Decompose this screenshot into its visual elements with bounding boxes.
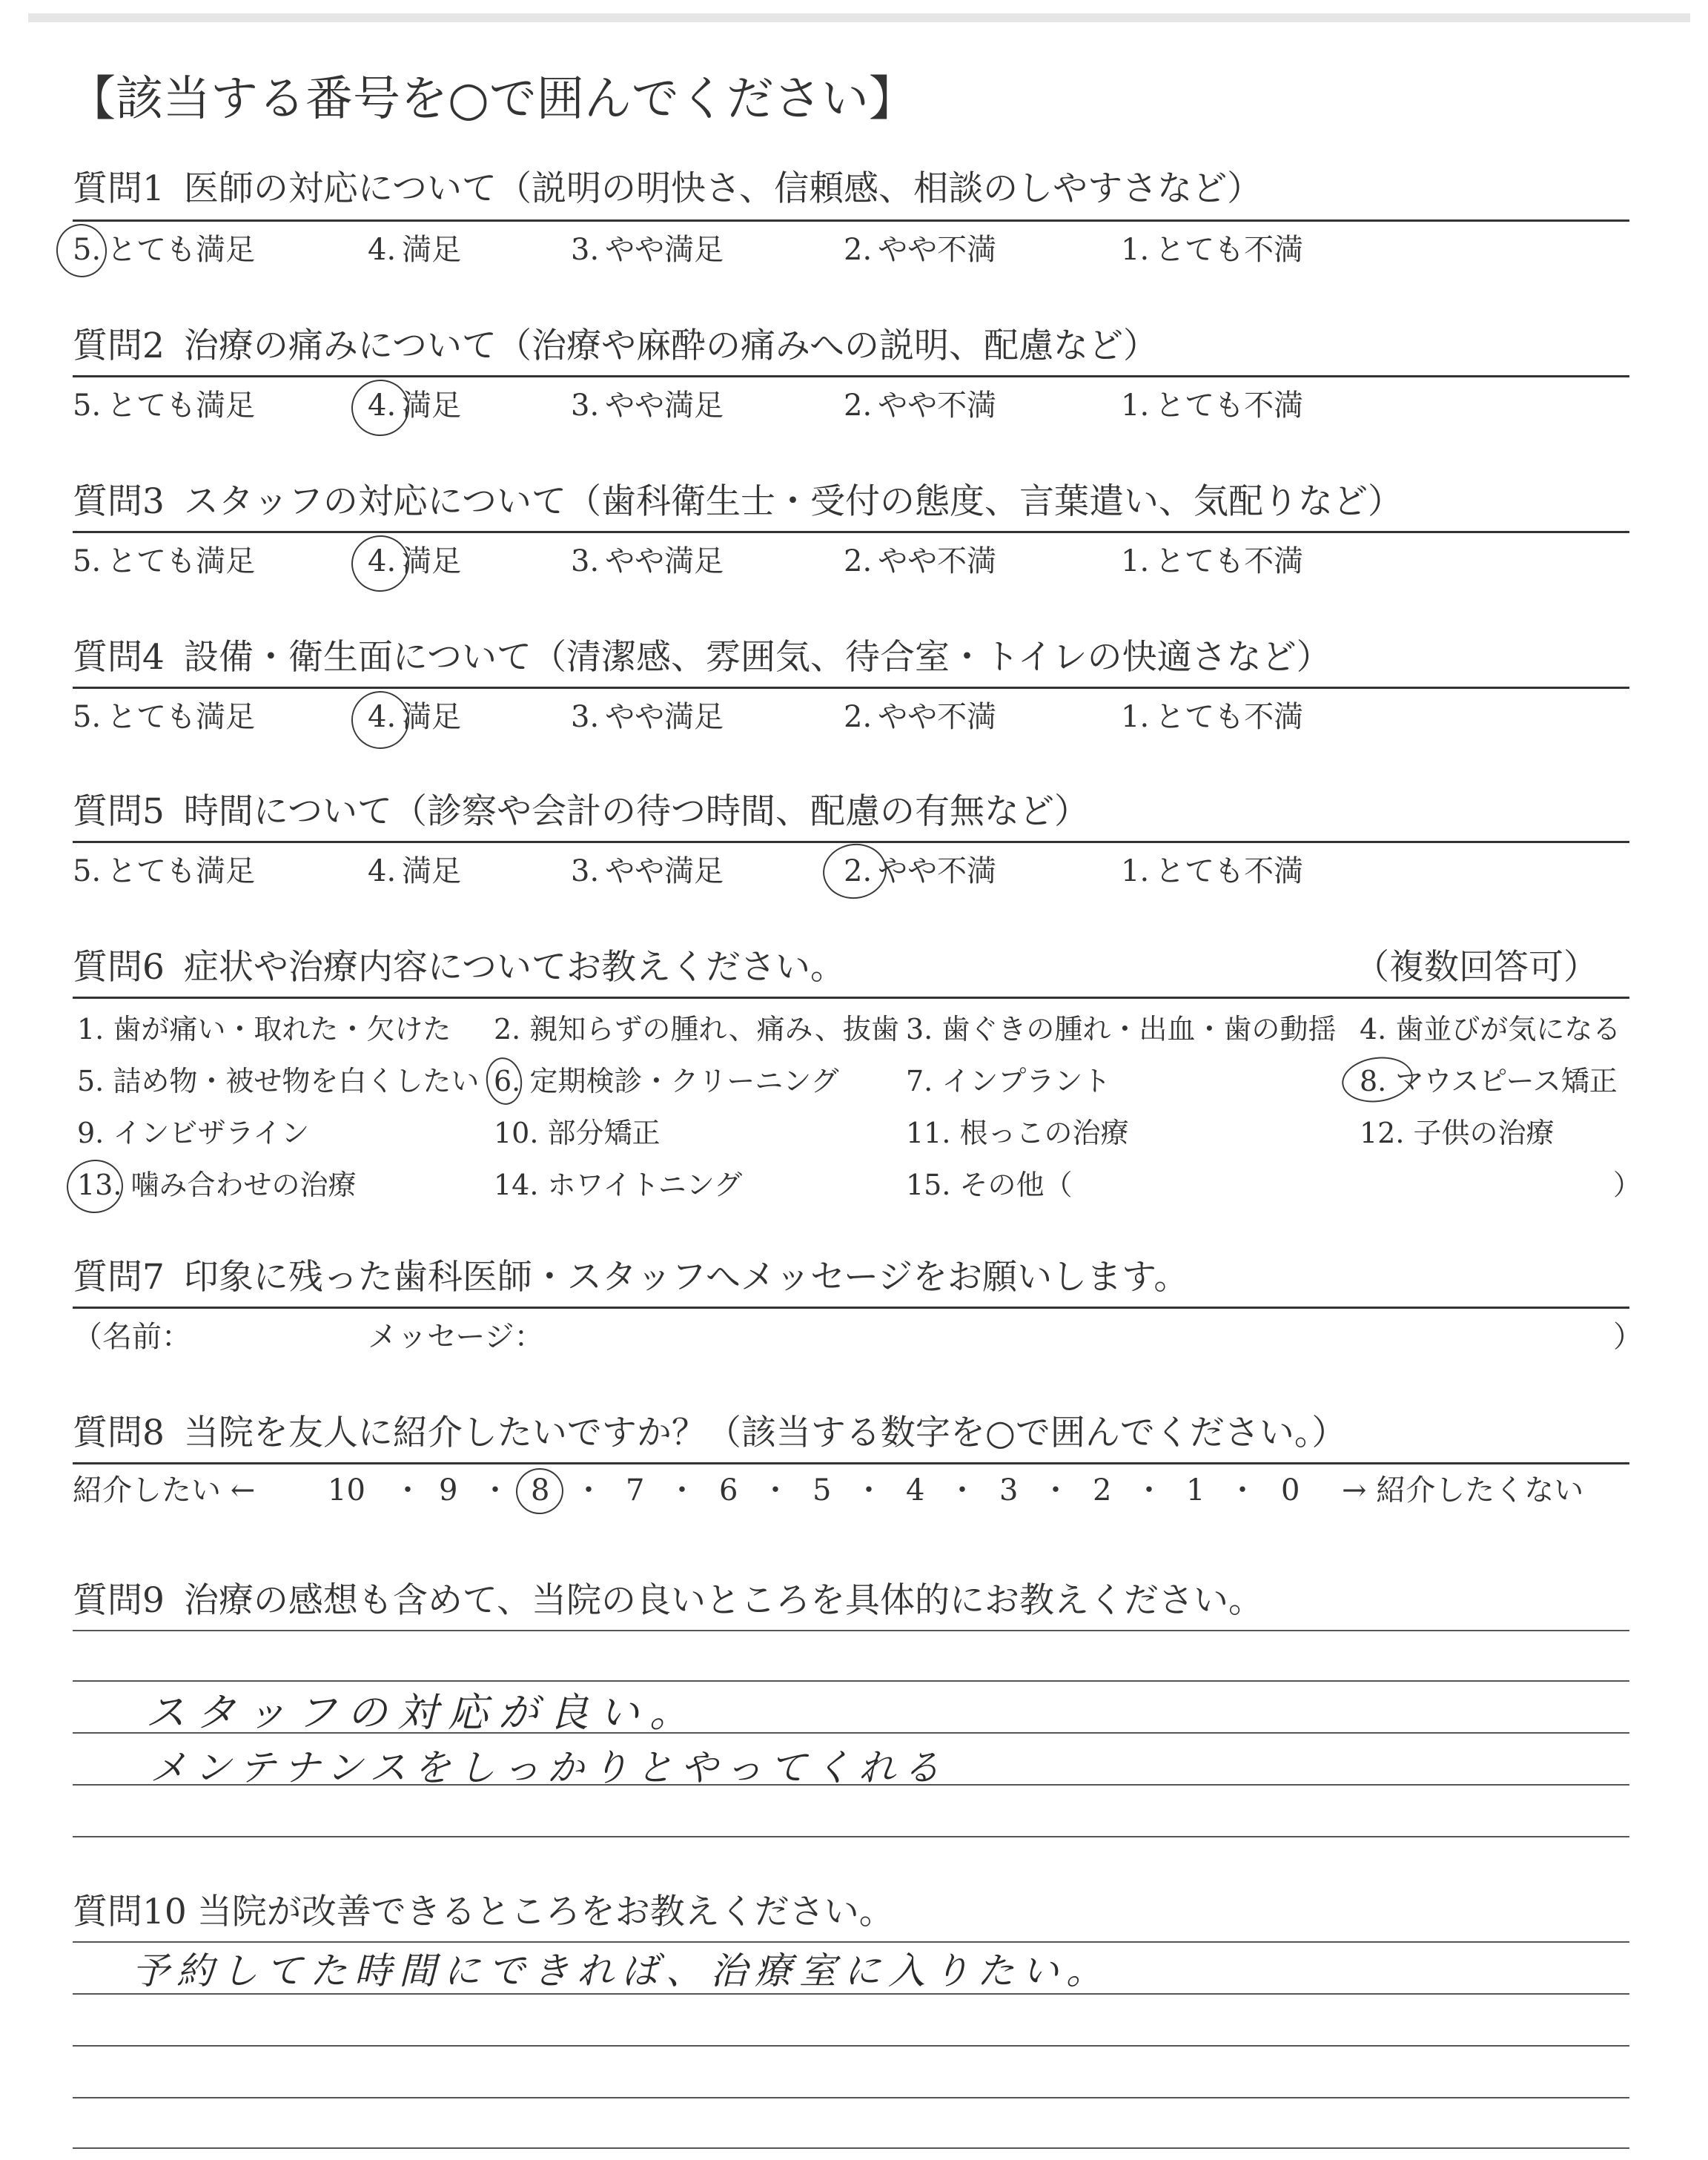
q8-selection-circle [513, 1465, 566, 1517]
q9-writing-line-2 [73, 1680, 1629, 1682]
q7-close-paren: ） [1613, 1320, 1643, 1354]
q1-option-1[interactable]: 1. とても不満 [1121, 233, 1304, 267]
q8-right-label: → 紹介したくない [1342, 1473, 1584, 1507]
question-2-text: 治療の痛みについて（治療や麻酔の痛みへの説明、配慮など） [183, 326, 1159, 366]
q6-item-4[interactable]: 4. 歯並びが気になる [1360, 1013, 1621, 1046]
question-6-rule [73, 997, 1629, 999]
q8-scale-3[interactable]: 3 [999, 1473, 1019, 1507]
question-9 [73, 1579, 1629, 1622]
question-5-text: 時間について（診察や会計の待つ時間、配慮の有無など） [183, 791, 1089, 832]
q5-option-1[interactable]: 1. とても不満 [1121, 854, 1304, 888]
q8-sep-10: ・ [1228, 1473, 1257, 1507]
q5-option-3[interactable]: 3. やや満足 [571, 854, 724, 888]
q1-option-2[interactable]: 2. やや不満 [844, 233, 997, 267]
question-9-text: 治療の感想も含めて、当院の良いところを具体的にお教えください。 [183, 1580, 1263, 1621]
question-4-number: 質問4 [73, 637, 165, 678]
q1-option-5[interactable]: 5. とても満足 [73, 233, 256, 267]
q3-option-4[interactable]: 4. 満足 [368, 544, 462, 578]
q2-option-4[interactable]: 4. 満足 [368, 389, 462, 423]
q8-sep-8: ・ [1041, 1473, 1070, 1507]
q4-option-4[interactable]: 4. 満足 [368, 700, 462, 734]
question-1-text: 医師の対応について（説明の明快さ、信頼感、相談のしやすさなど） [183, 168, 1262, 209]
q6-item-1[interactable]: 1. 歯が痛い・取れた・欠けた [77, 1013, 451, 1046]
question-1 [73, 168, 1629, 211]
question-8-number: 質問8 [73, 1413, 165, 1453]
question-4 [73, 636, 1629, 679]
question-2-number: 質問2 [73, 326, 165, 366]
q5-selection-circle [819, 839, 890, 902]
q8-scale-9[interactable]: 9 [439, 1473, 458, 1507]
question-6-number: 質問6 [73, 947, 165, 988]
q10-writing-line-1 [73, 1941, 1629, 1943]
question-9-number: 質問9 [73, 1580, 165, 1621]
q3-option-1[interactable]: 1. とても不満 [1121, 544, 1304, 578]
q6-item-2[interactable]: 2. 親知らずの腫れ、痛み、抜歯 [494, 1013, 899, 1046]
q8-sep-7: ・ [947, 1473, 977, 1507]
q10-writing-line-4 [73, 2097, 1629, 2098]
question-4-text: 設備・衛生面について（清潔感、雰囲気、待合室・トイレの快適さなど） [183, 637, 1331, 678]
q3-selection-circle [348, 532, 413, 595]
q8-scale-7[interactable]: 7 [626, 1473, 645, 1507]
q2-option-1[interactable]: 1. とても不満 [1121, 389, 1304, 423]
q8-scale-4[interactable]: 4 [906, 1473, 925, 1507]
q8-scale-5[interactable]: 5 [812, 1473, 832, 1507]
question-5 [73, 790, 1629, 833]
question-8-text: 当院を友人に紹介したいですか？（該当する数字を○で囲んでください。） [183, 1413, 1347, 1453]
question-1-number: 質問1 [73, 168, 165, 209]
q6-item-10[interactable]: 10. 部分矯正 [494, 1117, 661, 1149]
q10-handwritten-answer-line-1: 予約してた時間にできれば、治療室に入りたい。 [132, 1949, 1110, 1992]
question-3-rule [73, 531, 1629, 533]
q6-item-15-close-paren: ） [1613, 1169, 1642, 1201]
q5-option-4[interactable]: 4. 満足 [368, 854, 462, 888]
q2-selection-circle [348, 376, 413, 440]
q2-option-2[interactable]: 2. やや不満 [844, 389, 997, 423]
q6-item-15[interactable]: 15. その他（ [906, 1169, 1073, 1201]
question-5-number: 質問5 [73, 791, 165, 832]
question-7-text: 印象に残った歯科医師・スタッフへメッセージをお願いします。 [183, 1257, 1189, 1298]
question-8 [73, 1412, 1629, 1455]
q8-scale-8[interactable]: 8 [531, 1473, 550, 1507]
q6-item-12[interactable]: 12. 子供の治療 [1360, 1117, 1555, 1149]
q10-writing-line-3 [73, 2045, 1629, 2047]
question-2-rule [73, 375, 1629, 377]
q10-writing-line-5 [73, 2147, 1629, 2149]
q8-sep-2: ・ [480, 1473, 510, 1507]
q8-scale-1[interactable]: 1 [1186, 1473, 1205, 1507]
question-6-multi-note: （複数回答可） [1354, 947, 1598, 988]
q8-scale-6[interactable]: 6 [719, 1473, 738, 1507]
q8-sep-3: ・ [574, 1473, 603, 1507]
q4-option-2[interactable]: 2. やや不満 [844, 700, 997, 734]
question-6 [73, 946, 1629, 989]
q6-item-14[interactable]: 14. ホワイトニング [494, 1169, 743, 1201]
question-7-number: 質問7 [73, 1257, 165, 1298]
q4-option-1[interactable]: 1. とても不満 [1121, 700, 1304, 734]
q8-scale-2[interactable]: 2 [1093, 1473, 1112, 1507]
q4-option-3[interactable]: 3. やや満足 [571, 700, 724, 734]
q5-option-5[interactable]: 5. とても満足 [73, 854, 256, 888]
q3-option-2[interactable]: 2. やや不満 [844, 544, 997, 578]
q6-item-13-selection-circle [63, 1156, 126, 1217]
q6-item-6[interactable]: 6. 定期検診・クリーニング [494, 1065, 839, 1097]
question-3-number: 質問3 [73, 481, 165, 522]
form-title: 【該当する番号を○で囲んでください】 [68, 72, 916, 127]
q6-item-3[interactable]: 3. 歯ぐきの腫れ・出血・歯の動揺 [906, 1013, 1337, 1046]
q9-writing-line-5 [73, 1836, 1629, 1837]
question-3-text: スタッフの対応について（歯科衛生士・受付の態度、言葉遣い、気配りなど） [183, 481, 1403, 522]
q1-selection-circle [53, 221, 110, 281]
q2-option-5[interactable]: 5. とても満足 [73, 389, 256, 423]
q3-option-3[interactable]: 3. やや満足 [571, 544, 724, 578]
q6-item-8[interactable]: 8. マウスピース矯正 [1360, 1065, 1618, 1097]
q8-sep-1: ・ [393, 1473, 423, 1507]
q7-name-label: （名前： [73, 1320, 191, 1354]
question-5-rule [73, 841, 1629, 843]
question-10-text: 当院が改善できるところをお教えください。 [196, 1892, 894, 1932]
q8-left-label: 紹介したい ← [73, 1473, 256, 1507]
q5-option-2[interactable]: 2. やや不満 [844, 854, 997, 888]
q8-scale-0[interactable]: 0 [1281, 1473, 1300, 1507]
question-6-text: 症状や治療内容についてお教えください。 [183, 947, 845, 988]
q2-option-3[interactable]: 3. やや満足 [571, 389, 724, 423]
q8-sep-6: ・ [854, 1473, 884, 1507]
q7-message-label: メッセージ： [368, 1320, 544, 1354]
question-8-rule [73, 1462, 1629, 1464]
question-3 [73, 480, 1629, 524]
question-1-rule [73, 219, 1629, 222]
question-2 [73, 325, 1629, 368]
q3-option-5[interactable]: 5. とても満足 [73, 544, 256, 578]
q9-handwritten-answer-line-2: メンテナンスをしっかりとやってくれる [150, 1746, 947, 1789]
q6-item-13[interactable]: 13. 噛み合わせの治療 [77, 1169, 357, 1201]
q1-option-4[interactable]: 4. 満足 [368, 233, 462, 267]
q9-writing-line-1 [73, 1630, 1629, 1631]
q8-sep-4: ・ [667, 1473, 697, 1507]
question-7 [73, 1256, 1629, 1299]
question-10-number: 質問10 [73, 1892, 187, 1932]
q8-sep-9: ・ [1134, 1473, 1164, 1507]
scan-top-edge [28, 13, 1690, 22]
q4-option-5[interactable]: 5. とても満足 [73, 700, 256, 734]
question-4-rule [73, 687, 1629, 689]
q9-handwritten-answer-line-1: スタッフの対応が良い。 [145, 1689, 700, 1736]
q4-selection-circle [348, 687, 413, 753]
q6-item-11[interactable]: 11. 根っこの治療 [906, 1117, 1129, 1149]
q6-item-5[interactable]: 5. 詰め物・被せ物を白くしたい [77, 1065, 480, 1097]
q6-item-7[interactable]: 7. インプラント [906, 1065, 1111, 1097]
q1-option-3[interactable]: 3. やや満足 [571, 233, 724, 267]
q8-scale-10[interactable]: 10 [328, 1473, 365, 1507]
q8-sep-5: ・ [761, 1473, 790, 1507]
question-10 [73, 1891, 1629, 1934]
question-7-rule [73, 1307, 1629, 1309]
q6-item-9[interactable]: 9. インビザライン [77, 1117, 310, 1149]
